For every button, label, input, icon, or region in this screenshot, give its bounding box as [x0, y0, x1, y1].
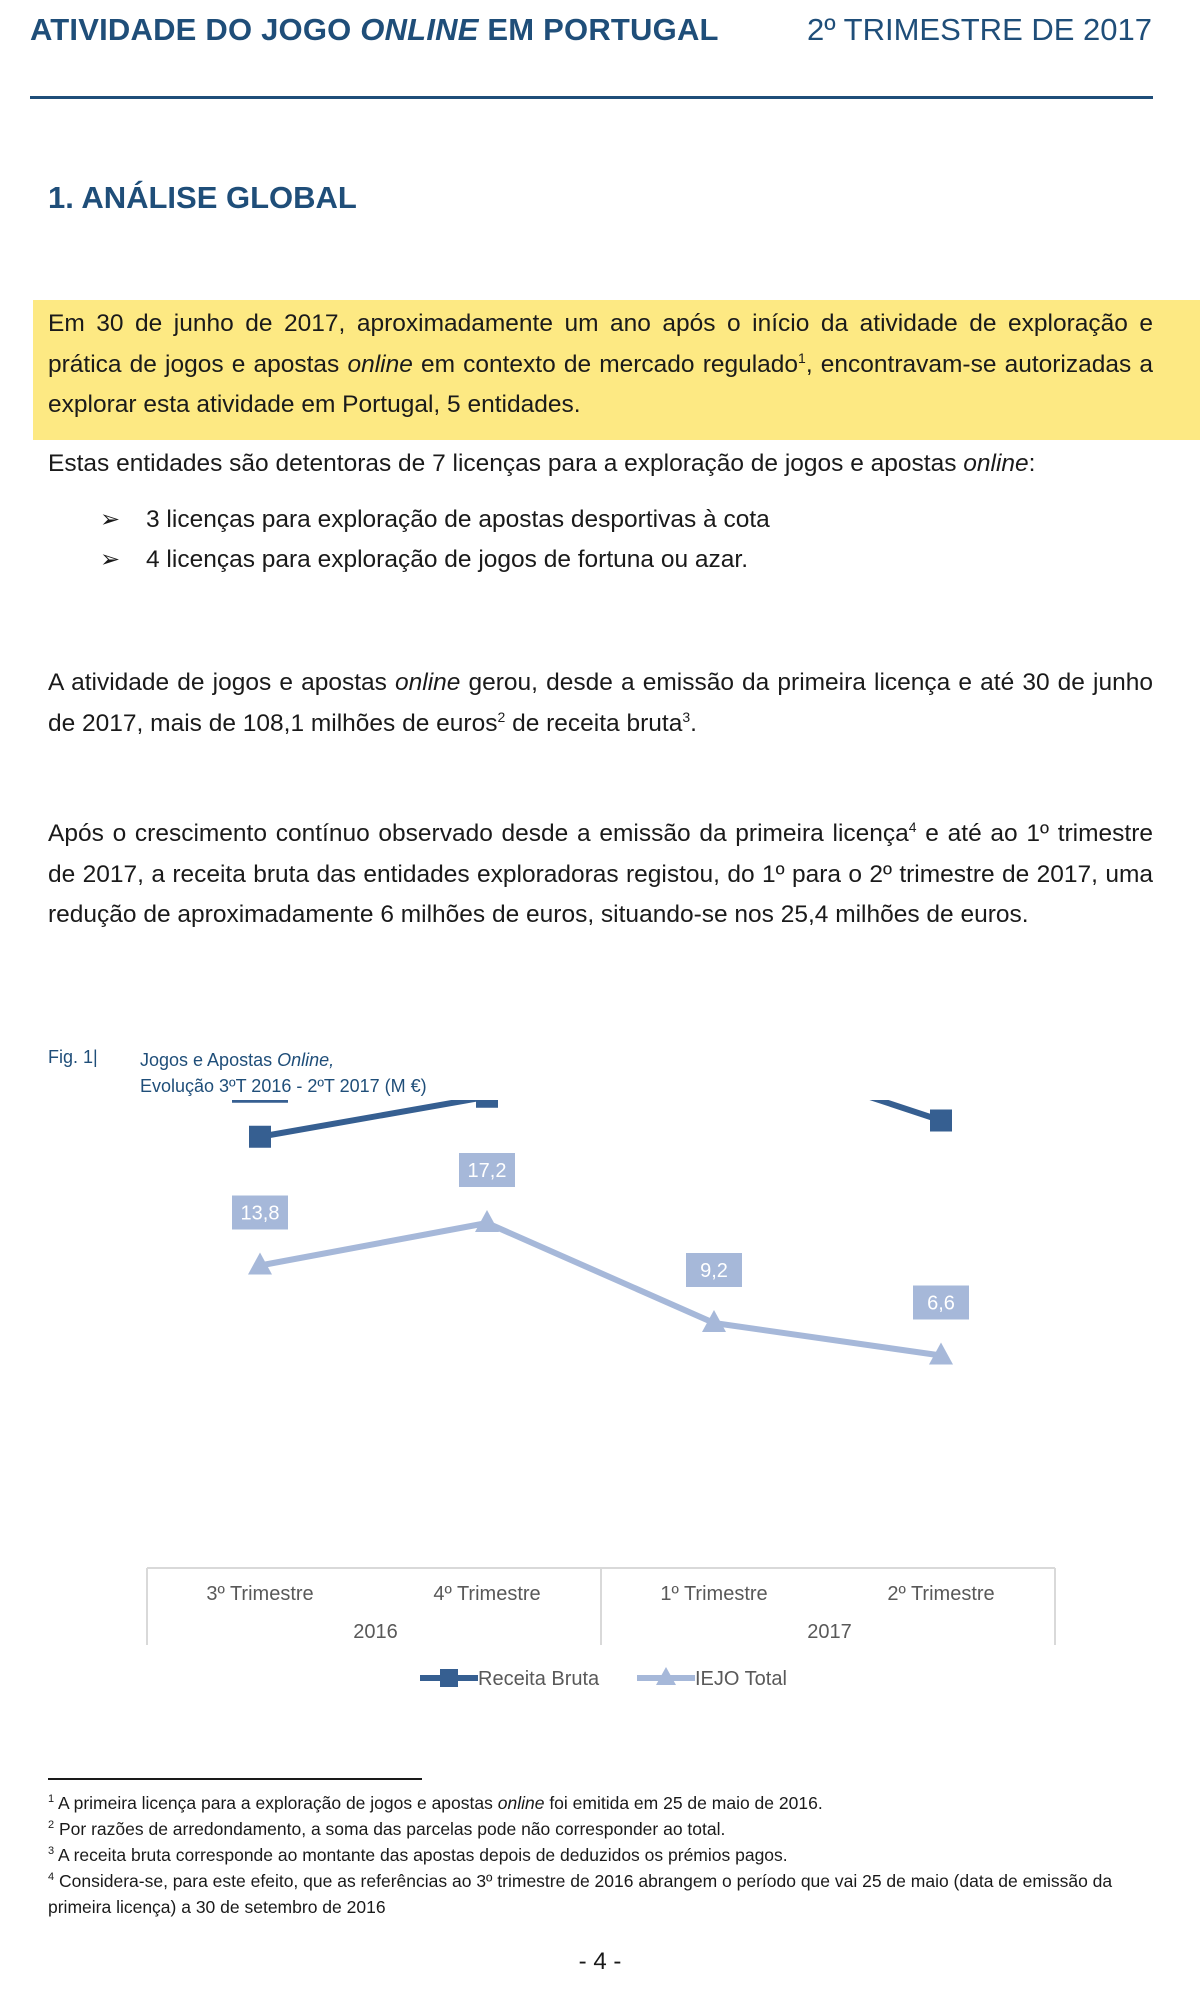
- arrow-bullet-icon: ➢: [100, 506, 121, 533]
- header-title-part: ATIVIDADE DO JOGO: [30, 12, 361, 47]
- text-run: e até ao 1º trimestre de 2017, a receita bruta das entidades exploradoras registou, do 1º para o 2º trimestre de 2017, uma redução de aproximadamente 6 milhões de euros, situando-se nos 25,4 milhões de euros.: [48, 820, 1153, 928]
- licences-paragraph: [48, 444, 1153, 485]
- header-divider: [30, 96, 1153, 99]
- text-emphasis: online: [347, 350, 413, 378]
- chart-legend: [420, 1667, 787, 1690]
- series-receita-bruta: [232, 1100, 969, 1148]
- text-emphasis: online: [963, 450, 1029, 477]
- text-run: A atividade de jogos e apostas: [48, 669, 396, 696]
- text-run: .: [690, 709, 697, 737]
- data-label: 17,2: [467, 1160, 507, 1182]
- legend-label: Receita Bruta: [478, 1668, 600, 1690]
- footnote-text: Por razões de arredondamento, a soma das parcelas pode não corresponder ao total.: [54, 1819, 726, 1839]
- figure-title-emphasis: Online,: [277, 1050, 335, 1070]
- list-item: [48, 540, 1148, 580]
- series-iejo-total: [232, 1153, 969, 1365]
- footnote: [48, 1868, 1158, 1920]
- legend-label: IEJO Total: [695, 1668, 787, 1690]
- figure-label: Fig. 1|: [48, 1047, 98, 1067]
- growth-paragraph: [48, 814, 1153, 936]
- page-number: - 4 -: [578, 1948, 622, 1975]
- footnote: [48, 1790, 1158, 1816]
- figure-title-text: Jogos e Apostas: [140, 1050, 278, 1070]
- legend-marker: [440, 1669, 458, 1687]
- footnote: [48, 1816, 1158, 1842]
- list-item: [48, 500, 1148, 540]
- footnote-text: A primeira licença para a exploração de jogos e apostas: [54, 1793, 498, 1813]
- footnote-ref: 2: [497, 708, 506, 725]
- line-chart: [0, 1100, 1200, 1720]
- footnote-ref: 3: [682, 708, 691, 725]
- footnote-number: 2: [48, 1819, 55, 1832]
- footnote-ref: 1: [798, 349, 806, 366]
- data-point: [475, 1210, 499, 1232]
- text-run: :: [1028, 450, 1036, 477]
- footnote-text: foi emitida em 25 de maio de 2016.: [544, 1793, 823, 1813]
- arrow-bullet-icon: ➢: [100, 546, 121, 573]
- data-point: [930, 1110, 952, 1132]
- figure-title: [140, 1047, 427, 1099]
- text-emphasis: online: [395, 669, 461, 696]
- data-label: 9,2: [700, 1260, 728, 1282]
- footnote-number: 1: [48, 1793, 55, 1806]
- x-tick-label: 4º Trimestre: [433, 1583, 541, 1605]
- footnote-text: A receita bruta corresponde ao montante das apostas depois de deduzidos os prémios pagos.: [54, 1845, 788, 1865]
- x-tick-label: 1º Trimestre: [660, 1583, 768, 1605]
- footnote-ref: 4: [908, 818, 917, 835]
- footnote-number: 4: [48, 1871, 55, 1884]
- footnote-text: Considera-se, para este efeito, que as referências ao 3º trimestre de 2016 abrangem o período que vai 25 de maio (data de emissão da primeira licença) a 30 de setembro de 2016: [48, 1871, 1113, 1917]
- chart-series-group: [232, 1100, 969, 1365]
- series-line: [260, 1100, 941, 1137]
- section-title: 1. ANÁLISE GLOBAL: [48, 180, 357, 215]
- header-title-part: EM PORTUGAL: [478, 12, 719, 47]
- footnote: [48, 1842, 1158, 1868]
- data-point: [476, 1100, 498, 1108]
- document-header-title: [30, 12, 719, 48]
- text-run: Após o crescimento contínuo observado desde a emissão da primeira licença: [48, 820, 909, 847]
- x-group-label: 2016: [353, 1621, 398, 1643]
- document-header-period: 2º TRIMESTRE DE 2017: [807, 12, 1152, 47]
- revenue-paragraph: [48, 663, 1153, 744]
- data-label: 6,6: [927, 1292, 955, 1315]
- legend-item: [420, 1668, 600, 1690]
- text-run: Estas entidades são detentoras de 7 licenças para a exploração de jogos e apostas: [48, 450, 964, 477]
- footnote-emphasis: online: [497, 1793, 545, 1813]
- data-point: [249, 1126, 271, 1148]
- list-item-text: 3 licenças para exploração de apostas desportivas à cota: [146, 506, 770, 533]
- figure-subtitle: Evolução 3ºT 2016 - 2ºT 2017 (M €): [140, 1076, 427, 1096]
- x-tick-label: 3º Trimestre: [206, 1583, 314, 1605]
- highlight-paragraph: [48, 304, 1153, 426]
- chart-x-axis: [147, 1568, 1055, 1645]
- list-item-text: 4 licenças para exploração de jogos de fortuna ou azar.: [146, 546, 749, 573]
- header-title-emphasis: ONLINE: [360, 12, 479, 47]
- text-run: gerou, desde a emissão da primeira licença e até 30 de junho de 2017, mais de 108,1 milhões de euros: [48, 669, 1153, 737]
- text-run: de receita bruta: [505, 709, 683, 737]
- x-tick-label: 2º Trimestre: [887, 1583, 995, 1605]
- x-group-label: 2017: [807, 1621, 852, 1643]
- text-run: , encontravam-se autorizadas a explorar esta atividade em Portugal, 5 entidades.: [48, 350, 1153, 418]
- text-run: Em 30 de junho de 2017, aproximadamente um ano após o início da atividade de exploração e prática de jogos e apostas: [48, 310, 1153, 378]
- data-label: 13,8: [240, 1202, 280, 1225]
- data-label-box: [232, 1100, 288, 1103]
- text-run: em contexto de mercado regulado: [412, 350, 799, 378]
- legend-item: [637, 1667, 787, 1690]
- footnote-divider: [48, 1778, 422, 1780]
- licence-list: [48, 500, 1148, 580]
- footnote-number: 3: [48, 1845, 55, 1858]
- series-line: [260, 1223, 941, 1356]
